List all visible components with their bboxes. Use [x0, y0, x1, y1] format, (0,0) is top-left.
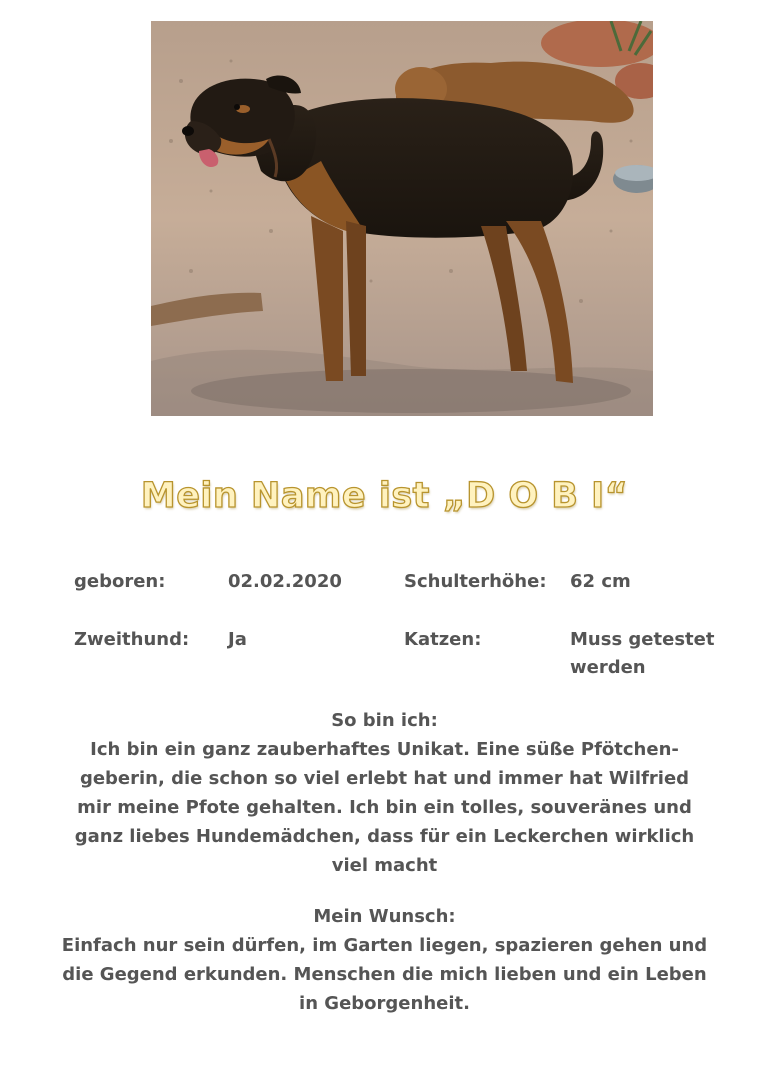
height-value: 62 cm: [570, 571, 631, 592]
wish-heading: Mein Wunsch:: [313, 906, 456, 927]
born-value: 02.02.2020: [228, 571, 342, 592]
wish-text: Einfach nur sein dürfen, im Garten liegen, spazieren gehen und die Gegend erkunden. Menschen die mich lieben und ein Leben in Geborgenheit.: [61, 935, 708, 1014]
born-label: geboren:: [74, 571, 166, 592]
wish-section: [60, 902, 709, 1018]
cats-label: Katzen:: [404, 629, 482, 650]
dog-photo: [151, 21, 653, 416]
second-dog-label: Zweithund:: [74, 629, 190, 650]
dog-name-title: Mein Name ist „D O B I“: [140, 476, 629, 516]
second-dog-value: Ja: [228, 629, 247, 650]
about-heading: So bin ich:: [331, 710, 438, 731]
height-label: Schulterhöhe:: [404, 571, 547, 592]
about-text: Ich bin ein ganz zauberhaftes Unikat. Eine süße Pfötchen-geberin, die schon so viel erlebt hat und immer hat Wilfried mir meine Pfote gehalten. Ich bin ein tolles, souveränes und ganz liebes Hundemädchen, dass für ein Leckerchen wirklich viel macht: [74, 739, 695, 876]
about-section: [60, 706, 709, 880]
cats-value: Muss getestet werden: [570, 629, 715, 678]
